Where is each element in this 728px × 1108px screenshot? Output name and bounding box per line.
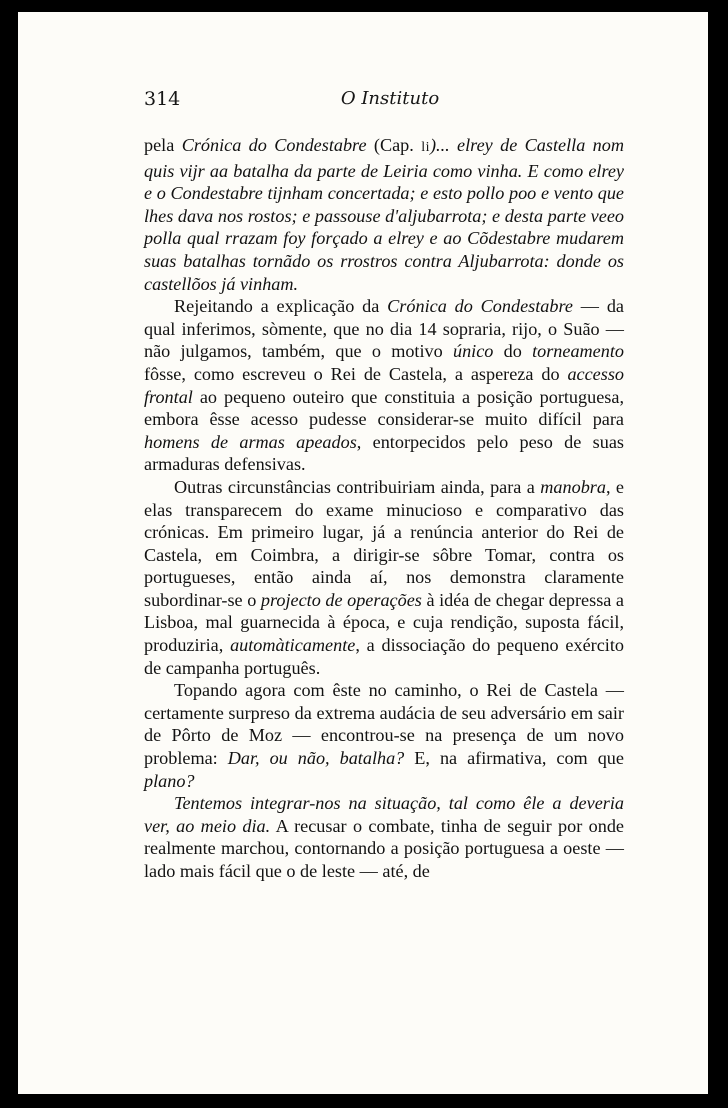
paragraph: Topando agora com êste no caminho, o Rei de Castela — certamente surpreso da extrema audácia de seu adversário em sair de Pôrto de Moz — encontrou-se na presença de um novo problema: Dar, ou não, batalha? E, na afirmativa, com que plano? [144, 680, 624, 791]
page-number: 314 [144, 88, 181, 110]
paragraph: Outras circunstâncias contribuiriam ainda, para a manobra, e elas transparecem do exame minucioso e comparativo das crónicas. Em primeiro lugar, já a renúncia anterior do Rei de Castela, em Coimbra, a dirigir-se sôbre Tomar, contra os portugueses, então ainda aí, nos demonstra claramente subordinar-se o projecto de operações à idéa de chegar depressa a Lisboa, mal guarnecida à época, e cuja rendição, suposta fácil, produziria, automàticamente, a dissociação do pequeno exército de campanha português. [144, 476, 625, 678]
paragraph: Rejeitando a explicação da Crónica do Condestabre — da qual inferimos, sòmente, que no dia 14 sopraria, rijo, o Suão — não julgamos, também, que o motivo único do torneamento fôsse, como escreveu o Rei de Castela, a aspereza do accesso frontal ao pequeno outeiro que constituia a posição portuguesa, embora êsse acesso pudesse considerar-se muito difícil para homens de armas apeados, entorpecidos pelo peso de suas armaduras defensivas. [144, 296, 624, 475]
body-text [144, 134, 624, 883]
page-header [144, 88, 636, 116]
paragraph: Tentemos integrar-nos na situação, tal como êle a deveria ver, ao meio dia. A recusar o combate, tinha de seguir por onde realmente marchou, contornando a posição portuguesa a oeste — lado mais fácil que o de leste — até, de [144, 793, 624, 881]
quotation-paragraph: pela Crónica do Condestabre (Cap. li)... elrey de Castella nom quis vijr aa batalha da parte de Leiria como vinha. E como elrey e o Condestabre tijnham concertada; e esto pollo poo e vento que lhes dava nos rostos; e passouse d'aljubarrota; e desta parte veeo polla qual rrazam foy forçado a elrey e ao Cõdestabre mudarem suas batalhas tornãdo os rrostros contra Aljubarrota: donde os castellõos já vinham. [144, 135, 624, 294]
document-page [18, 12, 708, 1094]
running-title: O Instituto [340, 88, 440, 109]
